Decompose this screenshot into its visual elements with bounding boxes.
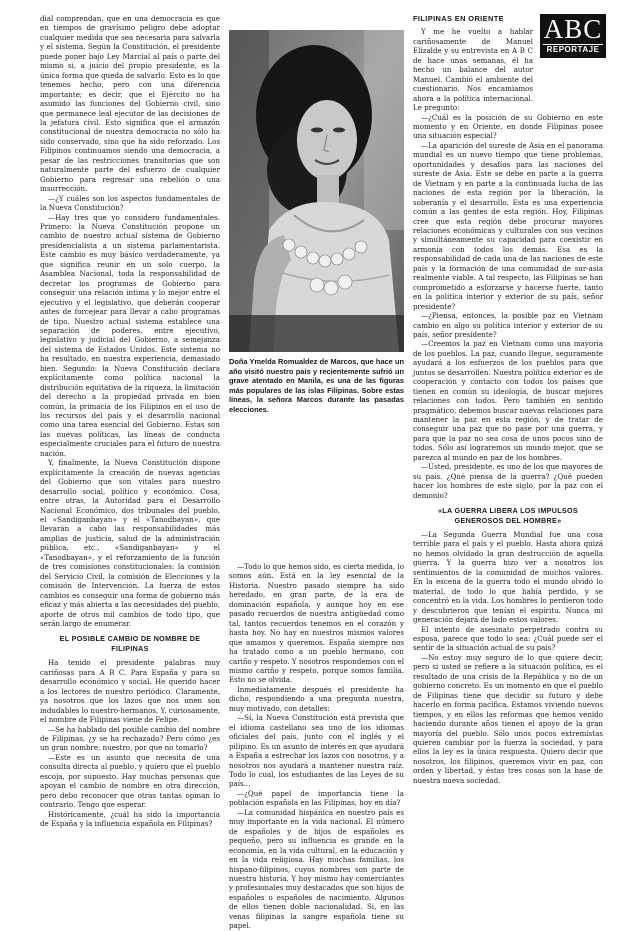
- section-heading-name-change: EL POSIBLE CAMBIO DE NOMBRE DE FILIPINAS: [59, 634, 201, 653]
- photo-caption: Doña Ymelda Romualdez de Marcos, que hace un año visitó nuestro país y recientemente sufrió un grave atentado en Manila, es una de las figuras más populares de las islas Filipinas. Sobre estas líneas, la señora Marcos durante las pasadas elecciones.: [229, 357, 404, 414]
- middle-column: [229, 562, 404, 931]
- right-paragraph: Y me he vuelto a hablar cariñosamente de Manuel Elizalde y su entrevista en A B C de hace unas semanas, él ha hecho un balance del autor Manuel. Cambió el ambiente del cuestionario. Nos encamiamos ahora a la política internacional. Le pregunto:: [413, 27, 533, 113]
- logo-main-text: ABC: [543, 14, 603, 44]
- right-paragraph: —Usted, presidente, es uno de los que mayores de su país. ¿Qué piensa de la guerra? ¿Qué pueden hacer los hombres de este siglo, por la paz con el demonio?: [413, 462, 603, 500]
- left-paragraph: —Hay tres que yo considero fundamentales. Primero: la Nueva Constitución propone un cambio de nuestro actual sistema de Gobierno presidencialista a un sistema parlamentarista. Este cambio es muy básico verdaderamente, ya que significa reunir en un solo cuerpo, la Asamblea Nacional, toda la responsabilidad de decretar los programas de Gobierno para conseguir una relación íntima y lo mejor entre el ejecutivo y el legislativo, que deberán cooperar antes de forcejear para llevar a cabo programas de tipo. Nuestro actual sistema establece una separación de poderes, entre ejecutivo, legislativo y judicial del Gobierno, a semejanza del sistema de Estados Unidos. Este sistema no ha resultado, en nuestra experiencia, demasiado bien. Segundo: la Nueva Constitución declara explícitamente como política nacional la distribución equitativa de la riqueza, la limitación del derecho a la propiedad privada en bien común, la primacía de los Filipinos en el uso de los recursos del país y el desarrollo nacional como una tarea esencial del Gobierno. Estas son las nuevas políticas, las líneas de conducta especialmente cruciales para el futuro de nuestra nación.: [40, 212, 220, 458]
- right-paragraph: —La Segunda Guerra Mundial fue una cosa terrible para el país y el pueblo. Hasta ahora quizá no hemos olvidado la gran destrucción de aquella guerra. Y la guerra hizo ver a nosotros los sentimientos de la comunidad de muchos valores. En la escena de la guerra todo el mundo olvidó lo material, de todo lo que había perdido, y se concentró en la vida. Los hombres lo perdieron todo y descubrieron que tenían el espíritu. Nunca mi generación dejará de lado estos valores.: [413, 530, 603, 625]
- left-column: [40, 14, 220, 832]
- left-paragraph: —Este es un asunto que necesita de una consulta directa al pueblo, y quiero que el pueblo escoja, por supuesto. Hay muchas personas que apoyan el cambio de nombre en otra dirección, pero debo reconocer que otras tantas opinan lo contrario. Tengo que esperar.: [40, 752, 220, 810]
- left-paragraph: Ha tenido el presidente palabras muy cariñosas para A B C. Para España y para su desarrollo económico y social. He querido hacer a los lectores de nuestro periódico. Claramente, ya nosotros que los lazos que nos unen son indudables lo nuestro-hermanos. Y, curiosamente, el nombre de Filipinas viene de Felipe.: [40, 658, 220, 725]
- right-paragraph: El intento de asesinato perpetrado contra su esposa, parece que todo lo sea: ¿Cuál puede ser el sentir de la situación actual de su país?: [413, 624, 603, 653]
- middle-paragraph: —La comunidad hispánica en nuestro país es muy importante en la vida nacional. El número de españoles y de hijos de españoles es pequeño, pero su influencia es grande en la economía, en la vida cultural, en la educación y en la vida religiosa. Hay muchas familias, los hispano-filipinos, cuyos nombres son parte de nuestra historia. Y hoy mismo hay comerciantes y profesionales muy destacados que son hijos de españoles o españoles de nacimiento. Algunos de ellos tienen doble nacionalidad. Si, en las venas filipinas la sangre española tiene su papel.: [229, 807, 404, 931]
- middle-paragraph: —Sí, la Nueva Constitución está prevista que el idioma castellano sea uno de los idiomas oficiales del país, junto con el inglés y el pilipino. Es un asunto de interés en que ayudará a España a estrechar los lazos con nosotros, y a nosotros nos ayudará a mantener nuestra raíz. Todo lo cual, los estudiantes de las Leyes de su país...: [229, 713, 404, 789]
- middle-paragraph: —¿Qué papel de importancia tiene la población española en las Filipinas, hoy en día?: [229, 788, 404, 808]
- middle-paragraph: Inmediatamente después el presidente ha dicho, respondiendo a una pregunta nuestra, muy motivado, con detalles:: [229, 684, 404, 713]
- right-column: [413, 14, 603, 832]
- section-header-filipinas-oriente: FILIPINAS EN ORIENTE: [413, 14, 504, 23]
- left-paragraph: —¿Y cuáles son los aspectos fundamentales de la Nueva Constitución?: [40, 193, 220, 213]
- portrait-image: [229, 30, 404, 352]
- portrait-photo: [229, 30, 404, 352]
- logo-sub-text: REPORTAJE: [543, 44, 603, 55]
- left-paragraph: Y, finalmente, la Nueva Constitución dispone explícitamente la creación de nuevas agencias del Gobierno que son vitales para nuestro desarrollo social, político y económico. Cosa, entre otras, la Autoridad para el Desarrollo Nacional Económico, dos tribunales del pueblo, el «Sandiganbayan» y el «Tanodbayan», que llevarán a cabo las responsabilidades más amplias de justicia, salud de la administración pública, etc., «Sandiganbayan» y el «Tanodbayan», y el reforzamiento de la función de tres comisiones constitucionales: la comisión del Servicio Civil, la comisión de Elecciones y la comisión de Intervención. La fuerza de estos cambios es conseguir una forma de gobierno más eficaz y más abierta a las necesidades del pueblo, aporte de otros mil cambios de todo tipo, que serán largo de enumerar.: [40, 458, 220, 628]
- left-paragraph: Históricamente, ¿cuál ha sido la importancia de España y la influencia española en Filipinas?: [40, 809, 220, 829]
- section-heading-guerra: «LA GUERRA LIBERA LOS IMPULSOS GENEROSOS DEL HOMBRE»: [438, 506, 578, 525]
- middle-paragraph: —Todo lo que hemos sido, es cierta medida, lo somos aún. Está en la ley esencial de la Historia. Nuestro pasado siempre ha sido heredado, en gran parte, de la era de dominación española, y aunque hoy en ese pasado recuerdos de nuestra antigüedad como tal, tantos recuerdos tenemos en el corazón y hasta hoy. No hay en nuestros mismos valores que amamos y queremos. España siempre nos ha tratado como a un pueblo hermano, con cariño y respeto. Y nosotros respondemos con el mismo cariño y respeto, porque somos familia. Esto no se olvida.: [229, 562, 404, 685]
- right-paragraph: —Creemos la paz en Vietnam como una mayoría de los pueblos. La paz, cuando llegue, seguramente ayudará a los esfuerzos de los pueblos para que juntos se desarrollen. Nuestra política exterior es de cooperación y contacto con todos los países que tienen en común su ideología, de buscar mejores relaciones con todos. Pero también en sentido pragmático, debemos buscar nuevas relaciones para mantener la paz en esta región, y de tratar de conseguir una paz que no pase por una guerra, y para que la paz no sea cosa de unos pocos sino de todos. Sólo así lograremos un mundo mejor, que se parezca al mundo en paz de los hombres.: [413, 339, 603, 462]
- right-paragraph: —La aparición del sureste de Asia en el panorama mundial es un nuevo tiempo que tiene problemas, oportunidades y desafíos para las naciones del sureste de Asia. Este se debe en parte a la guerra de Vietnam y en parte a la continuada lucha de las naciones de esta región por la liberación, la soberanía y el desarrollo. Esta es una experiencia común a las gentes de esta región. Hoy, Filipinas cree que esta región debe procurar mayores relaciones económicas y culturales con sus vecinos y simultáneamente su capacidad para coexistir en armonía con todos los demás. Esa es la responsabilidad de cada una de las naciones de este país y la formación de una comunidad de sur-asia realmente viable. A tal respecto, las Filipinas se han comprometido a esforzarse y hacerse fuerte, tanto en la política interior y exterior de su país, señor presidente?: [413, 140, 603, 311]
- right-paragraph: —No estoy muy seguro de lo que quiere decir, pero si usted se refiere a la situación política, es el resultado de una crisis de la República y no de un gobierno concreto. Es un momento en que el pueblo de Filipinas tiene que decidir su futuro y debe hacerlo en forma pacífica. Estamos viviendo nuevos tiempos, y en ellos las reformas que hemos venido haciendo durante años tienen el apoyo de la gran mayoría del pueblo. Sólo unos pocos extremistas quieren cambiar por la fuerza la sociedad, y para ellos la ley es la única respuesta. Quiero decir que nosotros, los filipinos, queremos vivir en paz, con orden y libertad, y éstas tres cosas son la base de nuestra nueva sociedad.: [413, 652, 603, 785]
- left-paragraph: dial comprendan, que en una democracia es que en tiempos de gravísimo peligro debe adoptar cualquier medida que sea necesaria para salvarla y el sistema. Según la Constitución, el presidente puede poner bajo Ley Marcial al país o parte del mismo si, a juicio del propio presidente, es la única forma que queda de salvarlo. Esto es lo que tenemos hecho, pero con una diferencia importante; es decir, que el Ejército no ha asumido las funciones del Gobierno civil, sino que permanece leal ejecutor de las decisiones de la jefatura civil. Esto significa que el armazón constitucional de nuestra democracia no sólo ha sido conservado, sino que ha sido reforzado. Los Filipinos continuamos siendo una democracia, a pesar de las restricciones transitorias que son naturalmente parte del esfuerzo de cualquier Gobierno para regresar una rebelión o una insurrección.: [40, 14, 220, 194]
- left-paragraph: —Se ha hablado del posible cambio del nombre de Filipinas, ¿y se ha rechazado? Pero cómo ¿es un gran nombre, nuestro, por que no tomarlo?: [40, 724, 220, 753]
- right-paragraph: —¿Cuál es la posición de su Gobierno en este momento y en Oriente, en donde Filipinas posee una situación especial?: [413, 112, 603, 141]
- right-paragraph: —¿Piensa, entonces, la posible paz en Vietnam cambio en algo su política interior y exterior de su país, señor presidente?: [413, 311, 603, 339]
